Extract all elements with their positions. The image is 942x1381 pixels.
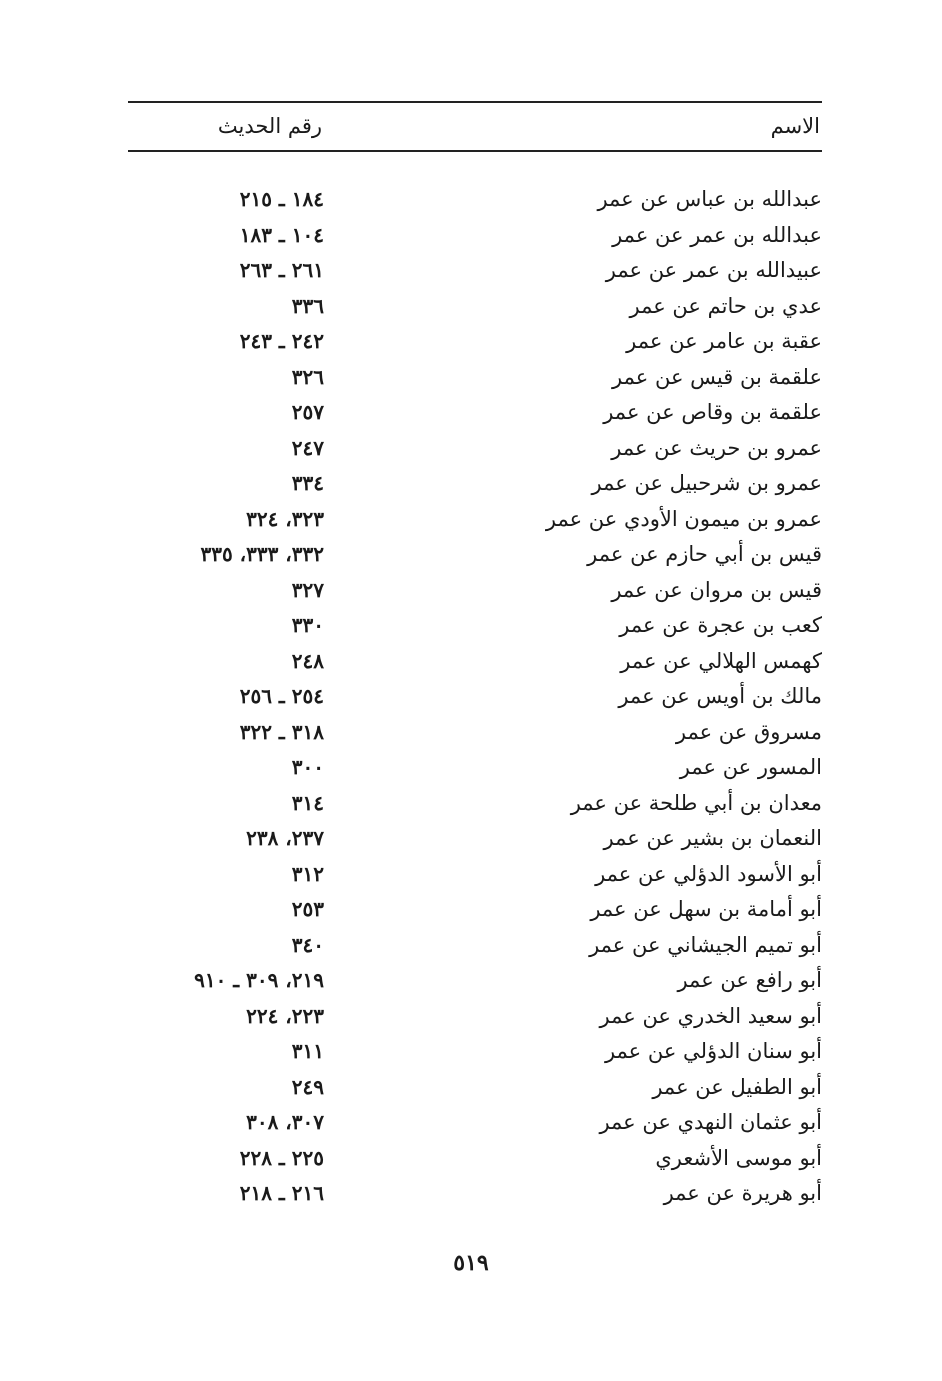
table-row [0,1105,942,1141]
table-row [0,324,942,360]
narrator-name: أبو موسى الأشعري [655,1145,822,1170]
header-bottom-rule [128,150,822,152]
table-row [0,537,942,573]
narrator-name: معدان بن أبي طلحة عن عمر [570,790,822,815]
hadith-numbers: ٣١١ [291,1039,324,1063]
hadith-numbers: ٣٤٠ [291,932,324,957]
table-row [0,573,942,609]
narrator-name: النعمان بن بشير عن عمر [603,826,822,850]
narrator-name: أبو أمامة بن سهل عن عمر [590,897,822,921]
hadith-numbers: ٣٣٠ [291,613,324,637]
narrator-name: علقمة بن قيس عن عمر [612,364,822,389]
hadith-numbers: ٢٤٧ [291,435,324,460]
narrator-name: عبدالله بن عمر عن عمر [612,222,822,247]
hadith-numbers: ٢١٩، ٣٠٩ ـ ٩١٠ [194,968,324,992]
hadith-numbers: ٣٢٦ [291,364,324,389]
table-row [0,182,942,218]
hadith-numbers: ٣١٢ [291,861,324,886]
table-row [0,786,942,822]
narrator-name: كهمس الهلالي عن عمر [620,648,822,673]
hadith-numbers: ٢٤٢ ـ ٢٤٣ [239,329,324,353]
narrator-name: عقبة بن عامر عن عمر [626,329,822,353]
narrator-name: أبو سنان الدؤلي عن عمر [604,1039,822,1063]
header-top-rule [128,101,822,103]
column-header-hadith-number: رقم الحديث [217,114,322,138]
hadith-numbers: ٢٢٥ ـ ٢٢٨ [239,1145,324,1170]
table-row [0,963,942,999]
narrator-name: عمرو بن شرحبيل عن عمر [591,471,822,495]
table-row [0,431,942,467]
hadith-numbers: ٣٠٧، ٣٠٨ [246,1110,324,1134]
table-row [0,857,942,893]
column-header-name: الاسم [770,114,820,138]
narrator-name: عبيدالله بن عمر عن عمر [605,258,822,282]
table-row [0,289,942,325]
hadith-numbers: ٢٥٣ [291,897,324,921]
table-row [0,253,942,289]
table-row [0,395,942,431]
narrator-name: أبو عثمان النهدي عن عمر [599,1110,822,1134]
hadith-numbers: ٣٠٠ [291,755,324,779]
narrator-name: أبو هريرة عن عمر [663,1181,822,1205]
hadith-numbers: ٢٥٤ ـ ٢٥٦ [239,684,324,708]
table-row [0,892,942,928]
table-row [0,1034,942,1070]
table-row [0,1070,942,1106]
narrator-name: عمرو بن حريث عن عمر [611,435,822,460]
table-row [0,502,942,538]
hadith-numbers: ٣٢٣، ٣٢٤ [246,506,324,531]
table-row [0,928,942,964]
table-row [0,1176,942,1212]
table-row [0,679,942,715]
narrator-name: أبو سعيد الخدري عن عمر [599,1003,822,1028]
table-row [0,644,942,680]
hadith-numbers: ٢٦١ ـ ٢٦٣ [239,258,324,282]
narrator-name: مالك بن أويس عن عمر [618,684,822,708]
narrator-name: قيس بن أبي حازم عن عمر [587,542,822,566]
table-row [0,218,942,254]
narrator-name: أبو الأسود الدؤلي عن عمر [595,861,822,886]
hadith-numbers: ٣٣٦ [291,293,324,318]
hadith-numbers: ٣١٤ [291,790,324,815]
narrator-name: علقمة بن وقاص عن عمر [603,400,822,424]
narrator-name: كعب بن عجرة عن عمر [619,613,822,637]
page-number: ٥١٩ [453,1250,489,1276]
narrator-name: عبدالله بن عباس عن عمر [597,187,822,211]
hadith-numbers: ١٨٤ ـ ٢١٥ [239,187,324,211]
narrator-name: عمرو بن ميمون الأودي عن عمر [545,506,822,531]
narrator-name: المسور عن عمر [679,755,822,779]
hadith-numbers: ١٠٤ ـ ١٨٣ [239,222,324,247]
narrator-name: أبو الطفيل عن عمر [652,1074,822,1099]
narrator-name: عدي بن حاتم عن عمر [629,293,822,318]
hadith-numbers: ٣١٨ ـ ٣٢٢ [239,719,324,744]
narrator-name: أبو تميم الجيشاني عن عمر [589,932,822,957]
hadith-numbers: ٣٢٧ [291,577,324,602]
index-table [0,182,942,1212]
table-row [0,999,942,1035]
hadith-numbers: ٢١٦ ـ ٢١٨ [239,1181,324,1205]
narrator-name: أبو رافع عن عمر [677,968,822,992]
table-row [0,821,942,857]
hadith-numbers: ٣٣٢، ٣٣٣، ٣٣٥ [200,542,324,566]
hadith-numbers: ٢٢٣، ٢٢٤ [246,1003,324,1028]
table-row [0,608,942,644]
table-row [0,360,942,396]
table-row [0,750,942,786]
table-row [0,466,942,502]
table-row [0,1141,942,1177]
narrator-name: مسروق عن عمر [675,719,822,744]
hadith-numbers: ٢٣٧، ٢٣٨ [246,826,324,850]
table-row [0,715,942,751]
hadith-numbers: ٢٥٧ [291,400,324,424]
narrator-name: قيس بن مروان عن عمر [611,577,822,602]
hadith-numbers: ٢٤٩ [291,1074,324,1099]
hadith-numbers: ٢٤٨ [291,648,324,673]
hadith-numbers: ٣٣٤ [291,471,324,495]
